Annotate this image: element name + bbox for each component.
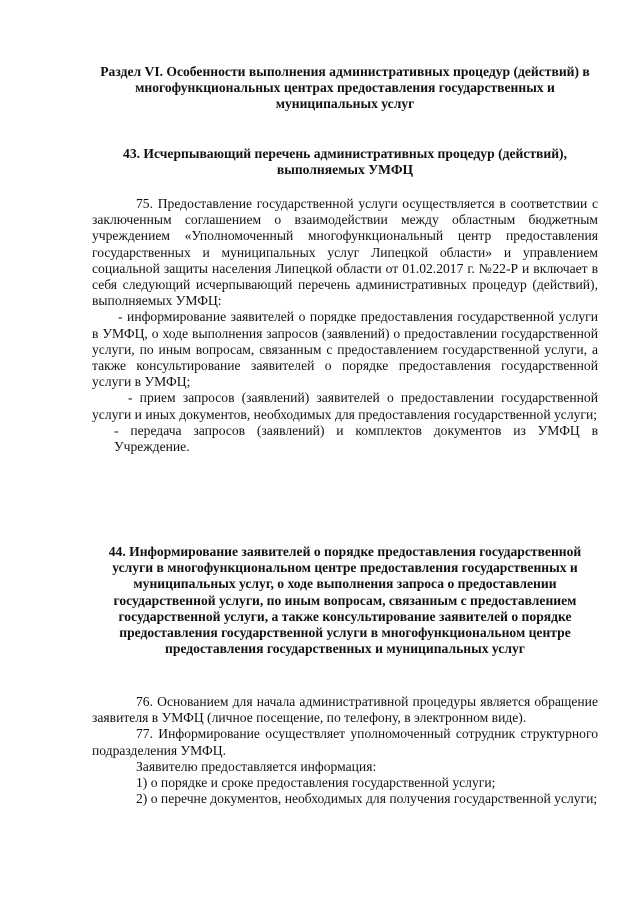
list-item: - информирование заявителей о порядке предоставления государственной услуги в УМФЦ, о ходе выполнения запросов (заявлений) о предоставлении государственной услуги, по иным вопросам, связанным с предоставлением государственной услуги, а также консультирование заявителей о порядке предоставления государственной услуги в УМФЦ; [92,309,598,390]
subsection-43-title: 43. Исчерпывающий перечень административных процедур (действий), выполняемых УМФЦ [123,146,567,178]
section-title: Раздел VI. Особенности выполнения административных процедур (действий) в многофункциональных центрах предоставления государственных и муниципальных услуг [100,64,590,112]
subsection-44-body [92,694,598,807]
list-item: - прием запросов (заявлений) заявителей о предоставлении государственной услуги и иных документов, необходимых для предоставления государственной услуги; [92,390,598,422]
paragraph-76: 76. Основанием для начала административной процедуры является обращение заявителя в УМФЦ (личное посещение, по телефону, в электронном виде). [92,694,598,726]
paragraph-75: 75. Предоставление государственной услуги осуществляется в соответствии с заключенным соглашением о взаимодействии между областным бюджетным учреждением «Уполномоченный многофункциональный центр предоставления государственных и муниципальных услуг Липецкой области» и управлением социальной защиты населения Липецкой области от 01.02.2017 г. №22-Р и включает в себя следующий исчерпывающий перечень административных процедур (действий), выполняемых УМФЦ: [92,196,598,309]
subsection-43-body [92,196,598,455]
paragraph-77: 77. Информирование осуществляет уполномоченный сотрудник структурного подразделения УМФЦ. [92,726,598,758]
subsection-44-title: 44. Информирование заявителей о порядке предоставления государственной услуги в многофункциональном центре предоставления государственных и муниципальных услуг, о ходе выполнения запроса о предоставлении государственной услуги, по иным вопросам, связанным с предоставлением государственной услуги, а также консультирование заявителей о порядке предоставления государственной услуги в многофункциональном центре предоставления государственных и муниципальных услуг [108,544,582,657]
info-intro: Заявителю предоставляется информация: [136,758,377,774]
list-item: 2) о перечне документов, необходимых для получения государственной услуги; [136,791,598,807]
list-item: 1) о порядке и сроке предоставления государственной услуги; [136,775,496,791]
list-item: - передача запросов (заявлений) и комплектов документов из УМФЦ в Учреждение. [114,422,598,455]
